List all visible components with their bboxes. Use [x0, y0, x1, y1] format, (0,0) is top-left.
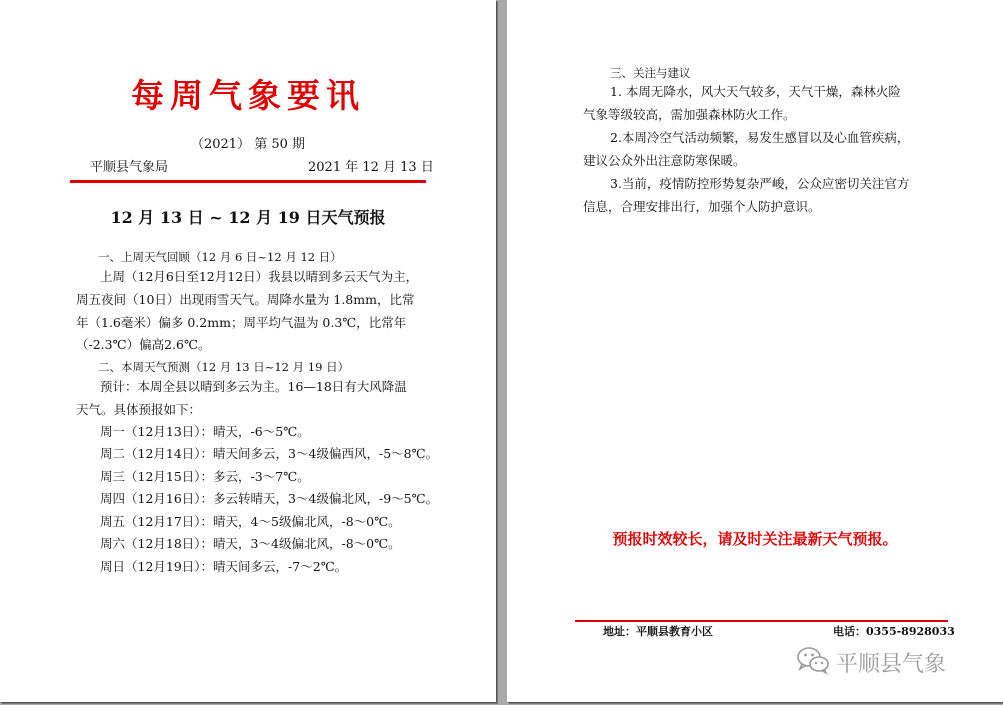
section3-line: 2.本周冷空气活动频繁，易发生感冒以及心血管疾病， — [610, 130, 910, 145]
wechat-watermark — [796, 645, 946, 679]
document-page-left — [0, 0, 496, 702]
header-divider — [70, 180, 426, 183]
forecast-day: 周五（12月17日）：晴天，4～5级偏北风，-8～0℃。 — [100, 514, 401, 529]
document-page-right — [507, 0, 1003, 702]
section1-line: 年（1.6毫米）偏多 0.2mm；周平均气温为 0.3℃，比常年 — [76, 315, 407, 330]
section3-line: 1. 本周无降水，风大天气较多，天气干燥，森林火险 — [610, 84, 901, 99]
forecast-day: 周二（12月14日）：晴天间多云，3～4级偏西风，-5～8℃。 — [100, 446, 439, 461]
forecast-day: 周日（12月19日）：晴天间多云，-7～2℃。 — [100, 559, 348, 574]
forecast-notice: 预报时效较长，请及时关注最新天气预报。 — [612, 530, 898, 548]
forecast-day: 周四（12月16日）：多云转晴天，3～4级偏北风，-9～5℃。 — [100, 491, 439, 506]
footer-phone: 电话：0355-8928033 — [833, 625, 955, 638]
organization-name: 平顺县气象局 — [90, 160, 169, 175]
bulletin-date: 2021 年 12 月 13 日 — [308, 160, 434, 175]
footer-divider — [575, 620, 948, 622]
wechat-icon — [796, 645, 830, 679]
section3-line: 气象等级较高，需加强森林防火工作。 — [583, 107, 796, 122]
section1-line: 周五夜间（10日）出现雨雪天气。周降水量为 1.8mm，比常 — [76, 292, 415, 307]
section2-heading: 二、本周天气预测（12 月 13 日~12 月 19 日） — [98, 360, 350, 374]
section2-line: 预计：本周全县以晴到多云为主。16—18日有大风降温 — [100, 379, 407, 394]
section1-line: 上周（12月6日至12月12日）我县以晴到多云天气为主， — [100, 269, 419, 284]
section3-line: 3.当前，疫情防控形势复杂严峻，公众应密切关注官方 — [610, 176, 910, 191]
section3-line: 信息，合理安排出行，加强个人防护意识。 — [583, 199, 821, 214]
footer-address: 地址：平顺县教育小区 — [603, 625, 713, 638]
forecast-day: 周六（12月18日）：晴天，3～4级偏北风，-8～0℃。 — [100, 536, 401, 551]
forecast-day: 周一（12月13日）：晴天，-6～5℃。 — [100, 424, 310, 439]
section2-line: 天气。具体预报如下： — [76, 402, 202, 417]
section3-line: 建议公众外出注意防寒保暖。 — [583, 153, 746, 168]
forecast-day: 周三（12月15日）：多云，-3～7℃。 — [100, 469, 310, 484]
forecast-headline: 12 月 13 日 ~ 12 月 19 日天气预报 — [110, 208, 386, 227]
section1-heading: 一、上周天气回顾（12 月 6 日~12 月 12 日） — [98, 250, 342, 264]
issue-number: （2021） 第 50 期 — [190, 137, 306, 152]
section1-line: （-2.3℃）偏高2.6℃。 — [76, 337, 211, 352]
section3-heading: 三、关注与建议 — [610, 66, 691, 80]
bulletin-title: 每周气象要讯 — [131, 76, 365, 115]
watermark-text: 平顺县气象 — [836, 651, 947, 677]
